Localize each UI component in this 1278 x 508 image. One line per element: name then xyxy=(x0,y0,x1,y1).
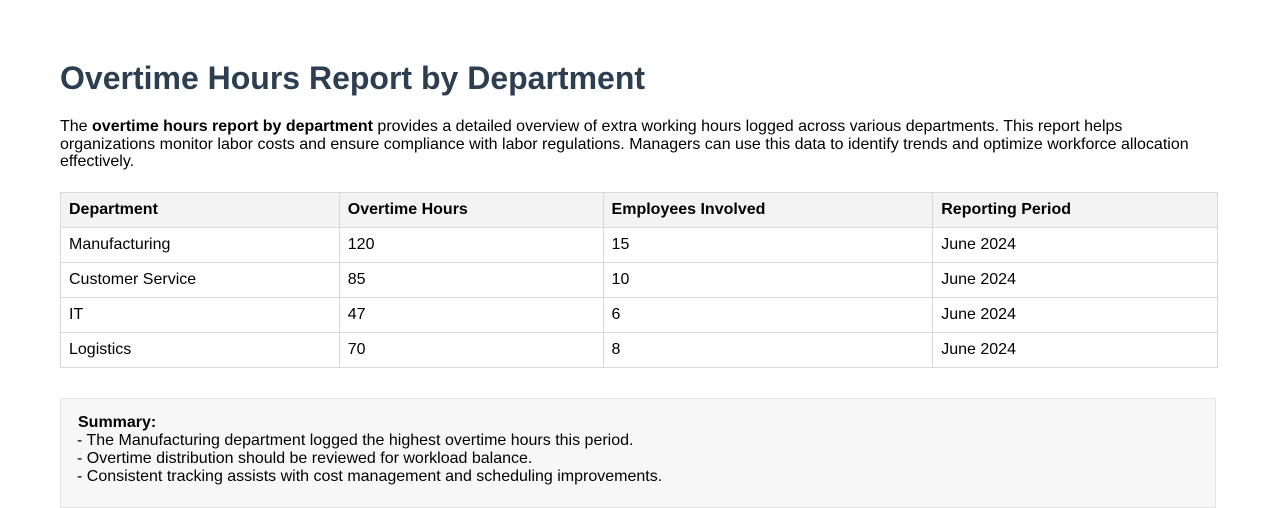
table-row xyxy=(61,227,1218,262)
summary-title: Summary: xyxy=(78,413,157,431)
table-header-row xyxy=(61,192,1218,227)
intro-suffix: provides a detailed overview of extra working hours logged across various departments. This report helps organizations monitor labor costs and ensure compliance with labor regulations. Managers can use this data to identify trends and optimize workforce allocation effectively. xyxy=(60,118,1189,170)
header-reporting-period: Reporting Period xyxy=(933,192,1218,227)
cell-employees-involved: 10 xyxy=(603,262,933,297)
intro-prefix: The xyxy=(60,118,93,135)
cell-employees-involved: 6 xyxy=(603,297,933,332)
cell-department: Manufacturing xyxy=(61,227,340,262)
cell-employees-involved: 8 xyxy=(603,332,933,367)
cell-overtime-hours: 120 xyxy=(339,227,603,262)
summary-box xyxy=(60,398,1216,508)
cell-overtime-hours: 47 xyxy=(339,297,603,332)
intro-emphasis: overtime hours report by department xyxy=(92,118,373,135)
cell-overtime-hours: 70 xyxy=(339,332,603,367)
page-title: Overtime Hours Report by Department xyxy=(60,60,646,96)
summary-line: - Consistent tracking assists with cost management and scheduling improvements. xyxy=(77,467,663,485)
overtime-table xyxy=(60,192,1218,368)
cell-department: IT xyxy=(61,297,340,332)
cell-department: Logistics xyxy=(61,332,340,367)
table-row xyxy=(61,297,1218,332)
table-row xyxy=(61,332,1218,367)
intro-paragraph xyxy=(60,118,1200,171)
cell-reporting-period: June 2024 xyxy=(933,227,1218,262)
cell-reporting-period: June 2024 xyxy=(933,297,1218,332)
cell-department: Customer Service xyxy=(61,262,340,297)
header-overtime-hours: Overtime Hours xyxy=(339,192,603,227)
summary-line: - Overtime distribution should be reviewed for workload balance. xyxy=(77,449,533,467)
cell-reporting-period: June 2024 xyxy=(933,262,1218,297)
cell-overtime-hours: 85 xyxy=(339,262,603,297)
header-department: Department xyxy=(61,192,340,227)
cell-employees-involved: 15 xyxy=(603,227,933,262)
header-employees-involved: Employees Involved xyxy=(603,192,933,227)
table-row xyxy=(61,262,1218,297)
summary-line: - The Manufacturing department logged the highest overtime hours this period. xyxy=(77,431,634,449)
cell-reporting-period: June 2024 xyxy=(933,332,1218,367)
